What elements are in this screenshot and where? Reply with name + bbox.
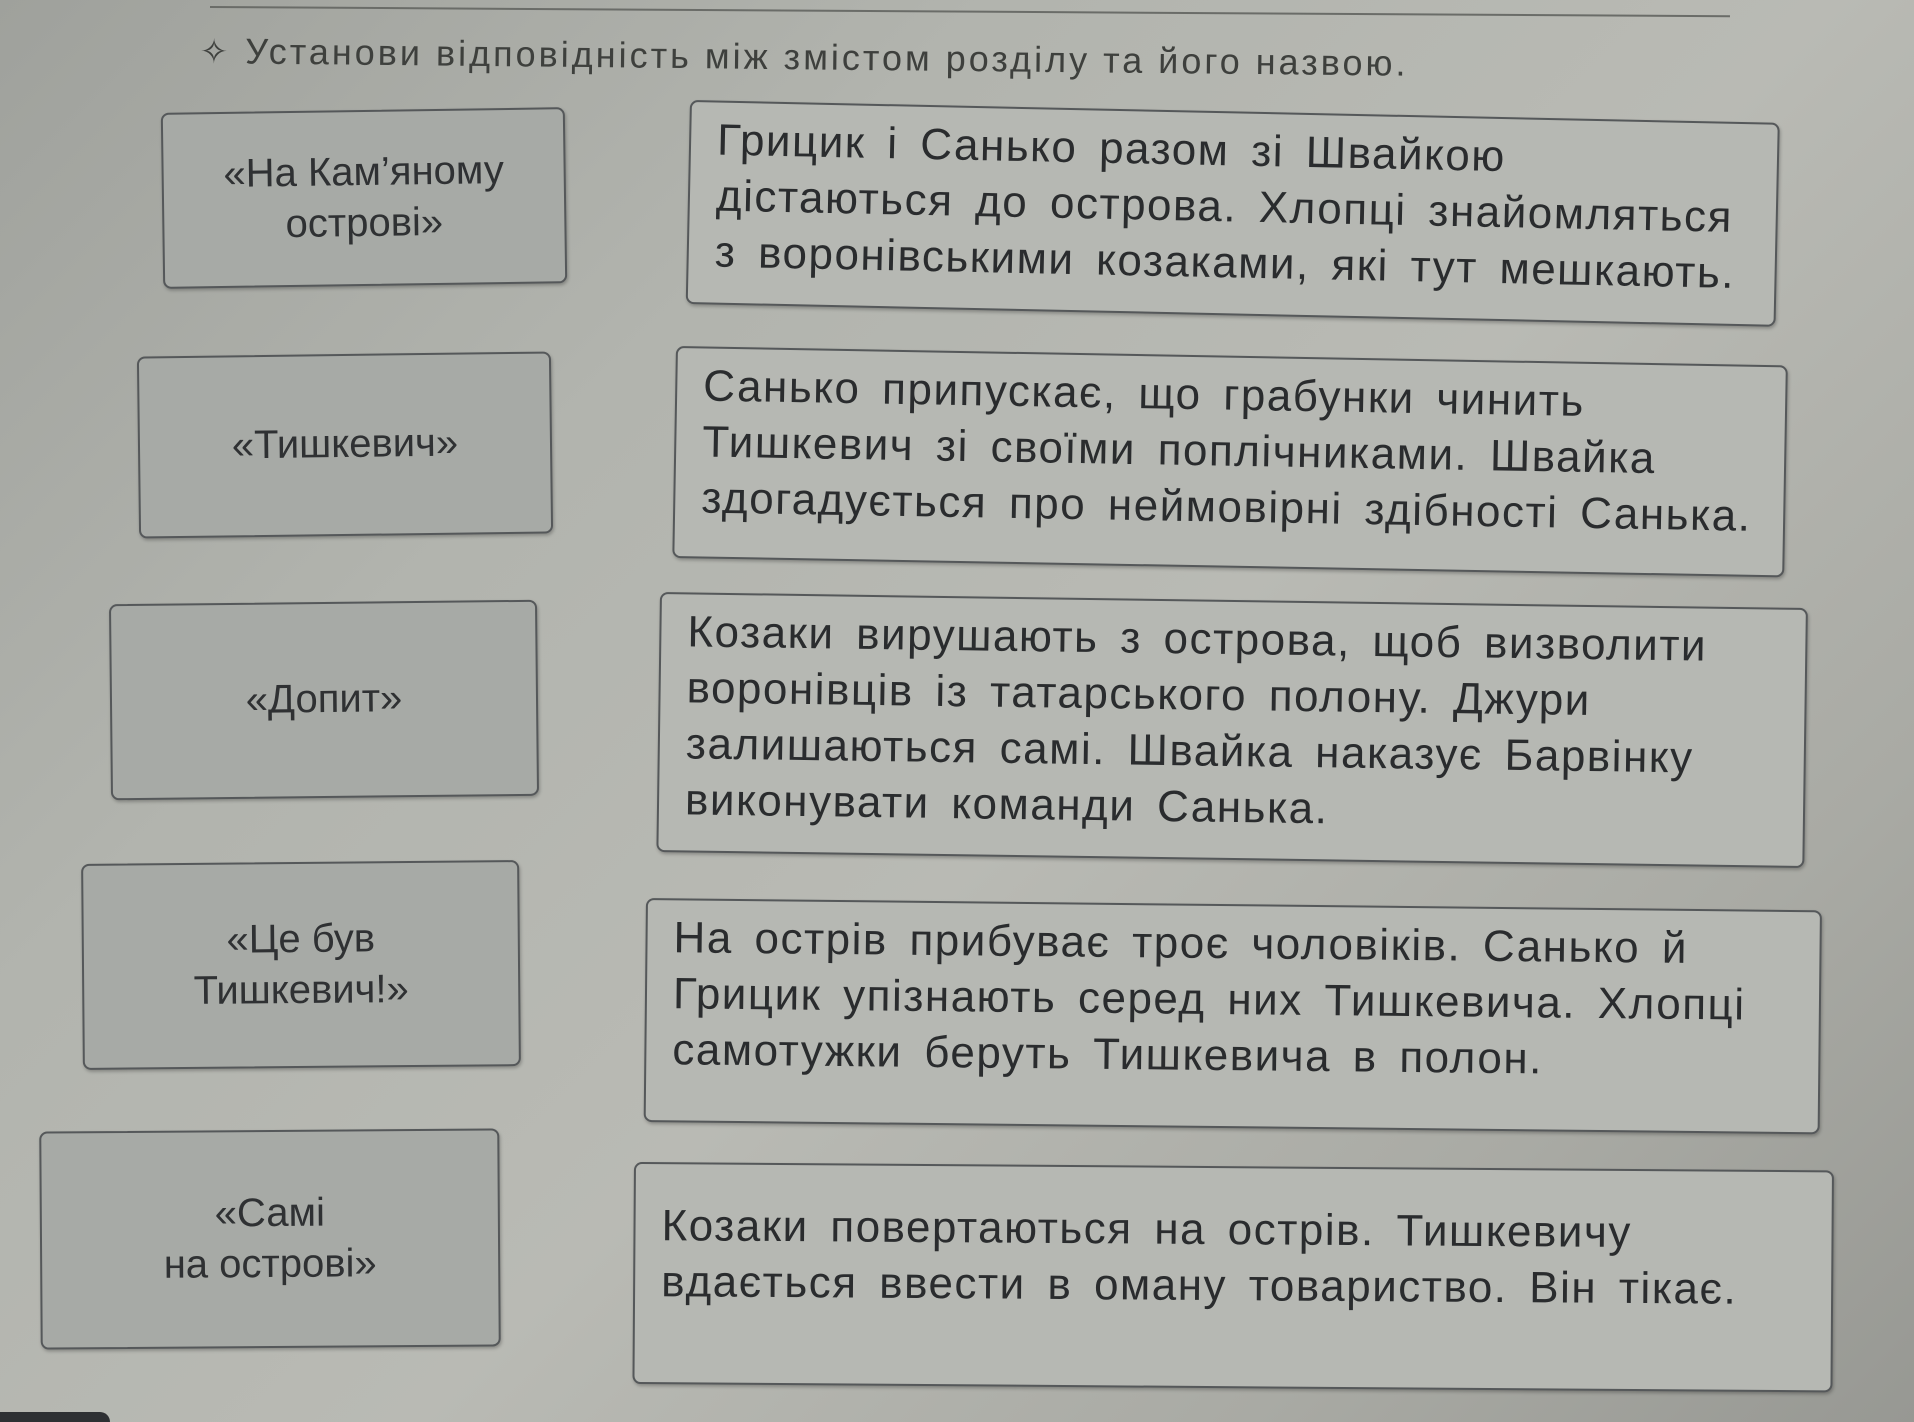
summary-text-1: Грицик і Санько разом зі Швайкою дістаються до острова. Хлопці знайомляться з воронівськими козаками, які тут мешкають. xyxy=(714,115,1736,298)
chapter-title-box-2[interactable] xyxy=(137,351,553,538)
summary-box-2[interactable] xyxy=(672,346,1788,577)
top-rule-line xyxy=(210,6,1730,17)
summary-text-3: Козаки вирушають з острова, щоб визволити воронівців із татарського полону. Джури залишаються самі. Швайка наказує Барвінку виконувати команди Санька. xyxy=(684,607,1708,834)
chapter-title-5: «Самі на острові» xyxy=(163,1190,377,1287)
chapter-title-3: «Допит» xyxy=(245,676,403,723)
summary-text-2: Санько припускає, що грабунки чинить Тишкевич зі своїми поплічниками. Швайка здогадується про неймовірні здібності Санька. xyxy=(700,361,1752,541)
chapter-title-box-4[interactable] xyxy=(81,860,521,1070)
summary-text-5: Козаки повертаються на острів. Тишкевичу вдається ввести в оману товариство. Він тікає. xyxy=(660,1201,1738,1314)
instruction-text: Установи відповідність між змістом розділу та його назвою. xyxy=(245,30,1409,84)
chapter-title-2: «Тишкевич» xyxy=(231,421,459,468)
chapter-title-4: «Це був Тишкевич!» xyxy=(193,916,409,1013)
chapter-title-1: «На Кам’яному острові» xyxy=(223,147,505,247)
chapter-title-box-5[interactable] xyxy=(39,1128,501,1349)
page-corner-mark xyxy=(0,1412,110,1422)
summary-box-5[interactable] xyxy=(632,1162,1834,1392)
summary-box-4[interactable] xyxy=(644,898,1822,1134)
star-icon: ✧ xyxy=(199,32,232,72)
summary-text-4: На острів прибуває троє чоловіків. Санько й Грицик упізнають серед них Тишкевича. Хлопці самотужки беруть Тишкевича в полон. xyxy=(672,913,1746,1084)
summary-box-1[interactable] xyxy=(686,100,1780,327)
summary-box-3[interactable] xyxy=(656,592,1808,868)
chapter-title-box-3[interactable] xyxy=(109,600,539,800)
chapter-title-box-1[interactable] xyxy=(161,107,567,289)
task-instruction xyxy=(200,30,1409,85)
